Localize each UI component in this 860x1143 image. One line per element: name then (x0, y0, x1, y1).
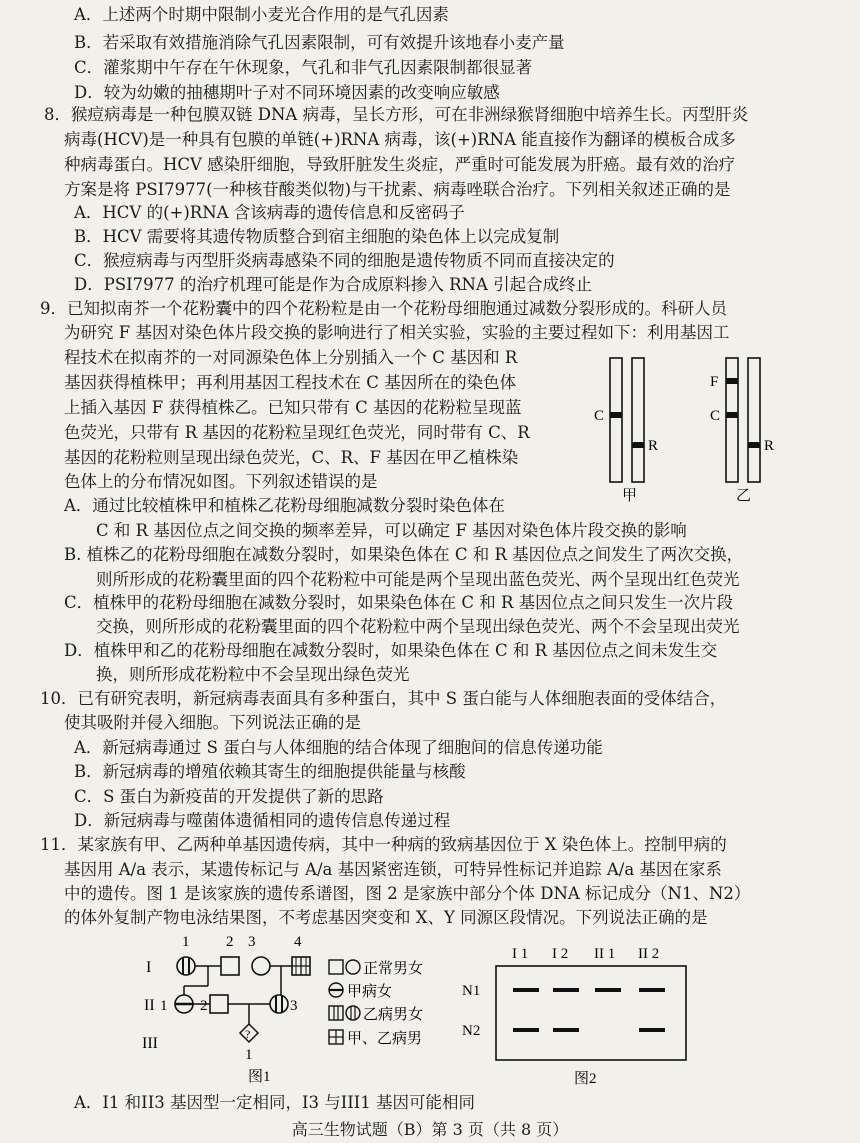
q9-stem-4: 基因获得植株甲；再利用基因工程技术在 C 基因所在的染色体 (64, 373, 517, 392)
q9-option-d-1: D．植株甲和乙的花粉母细胞在减数分裂时，如果染色体在 C 和 R 基因位点之间未发生交 (64, 641, 718, 660)
i4-number: 4 (294, 934, 302, 950)
q9-option-c-2: 交换，则所形成的花粉囊里面的四个花粉粒中两个呈现出绿色荧光、两个不会呈现出荧光 (96, 617, 740, 636)
q8-option-d: D．PSI7977 的治疗机理可能是作为合成原料掺入 RNA 引起合成终止 (74, 275, 593, 294)
q8-option-a: A．HCV 的(+)RNA 含该病毒的遗传信息和反密码子 (74, 203, 465, 222)
legend-jia-female-text: 甲病女 (347, 984, 393, 1000)
legend-normal-text: 正常男女 (363, 961, 424, 977)
gel-bands (513, 988, 665, 1032)
yi-label: 乙 (736, 488, 752, 504)
q7-option-b: B．若采取有效措施消除气孔因素限制，可有效提升该地春小麦产量 (74, 33, 565, 52)
q11-option-a: A．I1 和II3 基因型一定相同，I3 与III1 基因可能相同 (74, 1093, 476, 1112)
gel-column-label: II 2 (638, 946, 660, 962)
figure-1-caption: 图1 (248, 1069, 271, 1085)
yi-c-label: C (710, 408, 721, 424)
iii1-question-mark: ? (245, 1027, 251, 1041)
q10-option-a: A．新冠病毒通过 S 蛋白与人体细胞的结合体现了细胞间的信息传递功能 (74, 738, 603, 757)
i1-female-symbol (177, 957, 195, 975)
pedigree-figure (136, 928, 476, 1088)
i1-symbol-fill (183, 956, 189, 976)
q9-option-a-2: C 和 R 基因位点之间交换的频率差异，可以确定 F 基因对染色体片段交换的影响 (96, 521, 687, 540)
q8-option-b: B．HCV 需要将其遗传物质整合到宿主细胞的染色体上以完成复制 (74, 227, 560, 246)
q10-stem-1: 10．已有研究表明，新冠病毒表面具有多种蛋白，其中 S 蛋白能与人体细胞表面的受体结合， (40, 689, 727, 708)
jia-c-gene-band (610, 412, 622, 418)
generation-2-label: II (144, 997, 155, 1014)
jia-chromosome-left (610, 358, 622, 482)
q10-stem-2: 使其吸附并侵入细胞。下列说法正确的是 (64, 713, 361, 732)
q11-stem-4: 的体外复制产物电泳结果图，不考虑基因突变和 X、Y 同源区段情况。下列说法正确的是 (64, 908, 708, 927)
gel-column-label: I 2 (552, 946, 569, 962)
generation-3-label: III (142, 1035, 158, 1052)
q8-option-c: C．猴痘病毒与丙型肝炎病毒感染不同的细胞是遗传物质不同而直接决定的 (74, 251, 615, 270)
gel-band (639, 988, 665, 992)
q8-stem-3: 种病毒蛋白。HCV 感染肝细胞，导致肝脏发生炎症，严重时可能发展为肝癌。最有效的治疗 (64, 155, 736, 174)
jia-label: 甲 (622, 488, 638, 504)
ii3-female-symbol (270, 995, 288, 1013)
gel-row-label: N1 (462, 983, 481, 999)
q11-stem-2: 基因用 A/a 表示，某遗传标记与 A/a 基因紧密连锁，可特异性标记并追踪 A/a 基因在家系 (64, 860, 722, 879)
figure-2-caption: 图2 (574, 1071, 597, 1087)
yi-c-gene-band (726, 412, 738, 418)
q9-option-b-1: B. 植株乙的花粉母细胞在减数分裂时，如果染色体在 C 和 R 基因位点之间发生了两次交换， (64, 545, 744, 564)
legend-normal-female-icon (346, 960, 360, 974)
q9-stem-8: 色体上的分布情况如图。下列叙述错误的是 (64, 472, 378, 491)
q8-stem-4: 方案是将 PSI7977(一种核苷酸类似物)与干扰素、病毒唑联合治疗。下列相关叙述正确的是 (64, 180, 731, 199)
q9-stem-6: 色荧光，只带有 R 基因的花粉粒呈现红色荧光，同时带有 C、R (64, 423, 530, 442)
q8-stem-2: 病毒(HCV)是一种具有包膜的单链(+)RNA 病毒，该(+)RNA 能直接作为翻译的模板合成多 (64, 130, 736, 149)
ii2-number: 2 (200, 998, 208, 1014)
gel-band (639, 1028, 665, 1032)
yi-f-gene-band (726, 378, 738, 384)
ii3-number: 3 (290, 998, 298, 1014)
yi-f-label: F (710, 374, 719, 390)
gel-frame (496, 966, 686, 1060)
i1-number: 1 (182, 934, 190, 950)
i3-female-symbol (252, 957, 270, 975)
gel-band (595, 988, 621, 992)
q9-option-a-1: A．通过比较植株甲和植株乙花粉母细胞减数分裂时染色体在 (64, 496, 505, 515)
q8-stem-1: 8．猴痘病毒是一种包膜双链 DNA 病毒，呈长方形，可在非洲绿猴肾细胞中培养生长。丙型肝炎 (44, 105, 749, 124)
legend-yi-text: 乙病男女 (363, 1007, 424, 1023)
jia-r-label: R (648, 438, 659, 454)
iii1-number: 1 (245, 1047, 253, 1063)
legend-both-text: 甲、乙病男 (347, 1031, 423, 1047)
jia-c-label: C (594, 408, 605, 424)
legend-yi-female-icon (346, 1006, 360, 1020)
q7-option-a: A．上述两个时期中限制小麦光合作用的是气孔因素 (74, 5, 449, 24)
ii3-symbol-fill (276, 994, 282, 1014)
q9-option-c-1: C．植株甲的花粉母细胞在减数分裂时，如果染色体在 C 和 R 基因位点之间只发生一次片段 (64, 593, 734, 612)
ii2-male-symbol (210, 995, 228, 1013)
gel-column-label: II 1 (594, 946, 616, 962)
gel-band (553, 1028, 579, 1032)
page-footer: 高三生物试题（B）第 3 页（共 8 页） (291, 1120, 569, 1139)
yi-chromosome-left (726, 358, 738, 482)
q11-stem-1: 11．某家族有甲、乙两种单基因遗传病，其中一种病的致病基因位于 X 染色体上。控制甲病的 (40, 835, 727, 854)
generation-1-label: I (146, 959, 152, 976)
q10-option-d: D．新冠病毒与噬菌体遗循相同的遗传信息传递过程 (74, 811, 451, 830)
i3-number: 3 (248, 934, 256, 950)
yi-r-label: R (764, 438, 775, 454)
i2-male-symbol (221, 957, 239, 975)
q9-stem-7: 基因的花粉粒则呈现出绿色荧光，C、R、F 基因在甲乙植株染 (64, 448, 519, 467)
q10-option-b: B．新冠病毒的增殖依赖其寄生的细胞提供能量与核酸 (74, 762, 466, 781)
jia-chromosome-right (632, 358, 644, 482)
gel-figure (456, 938, 692, 1088)
gel-band (513, 988, 539, 992)
q7-option-d: D．较为幼嫩的抽穗期叶子对不同环境因素的改变响应敏感 (74, 83, 500, 102)
q9-stem-2: 为研究 F 基因对染色体片段交换的影响进行了相关实验，实验的主要过程如下：利用基因工 (64, 323, 730, 342)
legend-yi-male-icon (329, 1006, 343, 1020)
q9-stem-3: 程技术在拟南芥的一对同源染色体上分别插入一个 C 基因和 R (64, 348, 518, 367)
gel-band (553, 988, 579, 992)
gel-column-label: I 1 (512, 946, 529, 962)
gel-row-labels (462, 983, 480, 1039)
q10-option-c: C．S 蛋白为新疫苗的开发提供了新的思路 (74, 787, 384, 806)
gel-band (513, 1028, 539, 1032)
gel-column-labels (512, 946, 659, 962)
q9-option-b-2: 则所形成的花粉囊里面的四个花粉粒中可能是两个呈现出蓝色荧光、两个呈现出红色荧光 (96, 570, 740, 589)
q9-stem-1: 9．已知拟南芥一个花粉囊中的四个花粉粒是由一个花粉母细胞通过减数分裂形成的。科研人员 (40, 299, 727, 318)
q9-option-d-2: 换，则所形成花粉粒中不会呈现出绿色荧光 (96, 665, 410, 684)
q11-stem-3: 中的遗传。图 1 是该家族的遗传系谱图，图 2 是家族中部分个体 DNA 标记成分（N1、N2） (64, 884, 751, 903)
yi-chromosome-right (748, 358, 760, 482)
yi-r-gene-band (748, 442, 760, 448)
i2-number: 2 (226, 934, 234, 950)
gel-row-label: N2 (462, 1023, 481, 1039)
ii1-number: 1 (160, 998, 168, 1014)
legend-normal-male-icon (329, 960, 343, 974)
q7-option-c: C．灌浆期中午存在午休现象，气孔和非气孔因素限制都很显著 (74, 58, 533, 77)
chromosome-figure (586, 352, 806, 504)
jia-r-gene-band (632, 442, 644, 448)
q9-stem-5: 上插入基因 F 获得植株乙。已知只带有 C 基因的花粉粒呈现蓝 (64, 398, 522, 417)
